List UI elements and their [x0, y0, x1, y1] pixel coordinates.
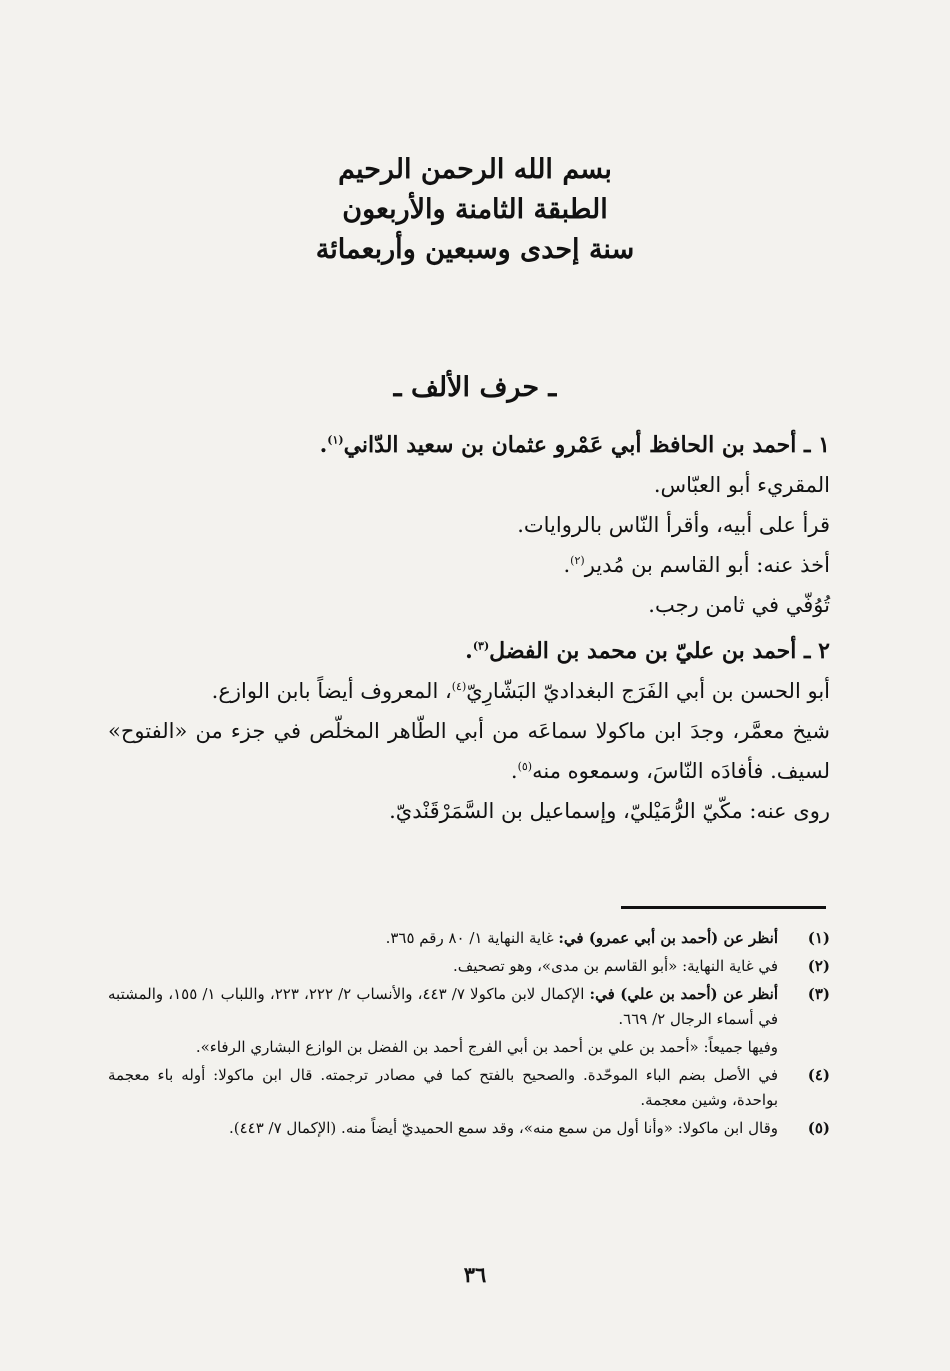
footnote-separator [621, 906, 826, 909]
entry-2-title [108, 631, 830, 671]
year-title: سنة إحدى وسبعين وأربعمائة [315, 234, 635, 265]
footnote-text: في الأصل بضم الباء الموحّدة. والصحيح بالفتح كما في مصادر ترجمته. قال ابن ماكولا: أوله باء معجمة بواحدة، وشين معجمة. [108, 1066, 778, 1109]
footnote-ref-2: (٢) [570, 554, 585, 567]
footnote-number: (٢) [807, 957, 830, 975]
footnote-text: في غاية النهاية: «أبو القاسم بن مدى»، وهو تصحيف. [452, 957, 778, 975]
section-title: ـ حرف الألف ـ [393, 372, 557, 403]
footnote-ref-5: (٥) [517, 760, 533, 773]
footnote-lead: أنظر عن (أحمد بن علي) في: [589, 985, 779, 1003]
page-number: ٣٦ [463, 1262, 487, 1287]
footnote-text [108, 926, 778, 951]
basmala: بسم الله الرحمن الرحيم [338, 154, 612, 185]
page-header [0, 150, 950, 270]
footnote-number: (١) [807, 929, 830, 947]
entry-2-paragraph-3: روى عنه: مكّيّ الرُّمَيْليّ، وإسماعيل بن السَّمَرْقَنْديّ. [389, 799, 830, 823]
entry-1-line-3 [108, 545, 830, 585]
footnote-3 [108, 982, 830, 1032]
footnote-number: (٥) [807, 1119, 830, 1137]
footnote-number: (٣) [807, 985, 830, 1003]
entry-1-line-1: المقريء أبو العبّاس. [653, 473, 830, 497]
entry-1-line-4: تُوُفّي في ثامن رجب. [648, 593, 830, 617]
main-text [108, 425, 830, 831]
footnote-text [108, 982, 778, 1032]
footnotes [108, 926, 830, 1144]
entry-1-title [108, 425, 830, 465]
entry-1-line-3-end: . [563, 553, 571, 577]
footnote-ref-3: (٣) [472, 639, 490, 653]
entry-2-p2-end: . [510, 759, 518, 783]
footnote-4 [108, 1063, 830, 1113]
footnote-2 [108, 954, 830, 979]
footnote-lead: أنظر عن (أحمد بن أبي عمرو) في: [558, 929, 778, 947]
footnote-5 [108, 1116, 830, 1141]
footnote-ref-1: (١) [327, 433, 344, 447]
entry-1-line-2: قرأ على أبيه، وأقرأ النّاس بالروايات. [517, 513, 830, 537]
footnote-body: الإكمال لابن ماكولا ٧/ ٤٤٣، والأنساب ٢/ ٢٢٢، ٢٢٣، واللباب ١/ ١٥٥، والمشتبه في أسماء الرجال ٢/ ٦٦٩. [108, 985, 778, 1028]
entry-1-line-3-text: أخذ عنه: أبو القاسم بن مُدير [584, 553, 830, 577]
entry-2-paragraph-1 [108, 671, 830, 711]
entry-2-p1-rest: ، المعروف أيضاً بابن الوازع. [211, 679, 452, 703]
entry-1-name: ١ ـ أحمد بن الحافظ أبي عَمْرو عثمان بن سعيد الدّاني [343, 432, 830, 458]
entry-2-title-end: . [465, 638, 473, 664]
generation-title: الطبقة الثامنة والأربعون [342, 194, 608, 225]
footnote-text: وقال ابن ماكولا: «وأنا أول من سمع منه»، وقد سمع الحميديّ أيضاً منه. (الإكمال ٧/ ٤٤٣). [228, 1119, 778, 1137]
entry-1-title-end: . [319, 432, 328, 458]
footnote-number: (٤) [807, 1066, 830, 1084]
entry-2-paragraph-2 [108, 711, 830, 791]
entry-2-p2-text: شيخ معمَّر، وجدَ ابن ماكولا سماعَه من أبي الطّاهر المخلّص في جزء من «الفتوح» لسيف. فأفادَه النّاسَ، وسمعوه منه [108, 719, 830, 783]
entry-2-name: ٢ ـ أحمد بن عليّ بن محمد بن الفضل [489, 638, 830, 664]
footnote-1 [108, 926, 830, 951]
footnote-body: غاية النهاية ١/ ٨٠ رقم ٣٦٥. [385, 929, 559, 947]
entry-2-p1-text: أبو الحسن بن أبي الفَرَج البغداديّ البَشّارِيّ [466, 679, 830, 703]
footnote-ref-4: (٤) [451, 680, 467, 693]
footnote-3-continuation: وفيها جميعاً: «أحمد بن علي بن أحمد بن أبي الفرج أحمد بن الفضل بن الوازع البشاري الرفاء». [195, 1038, 778, 1056]
